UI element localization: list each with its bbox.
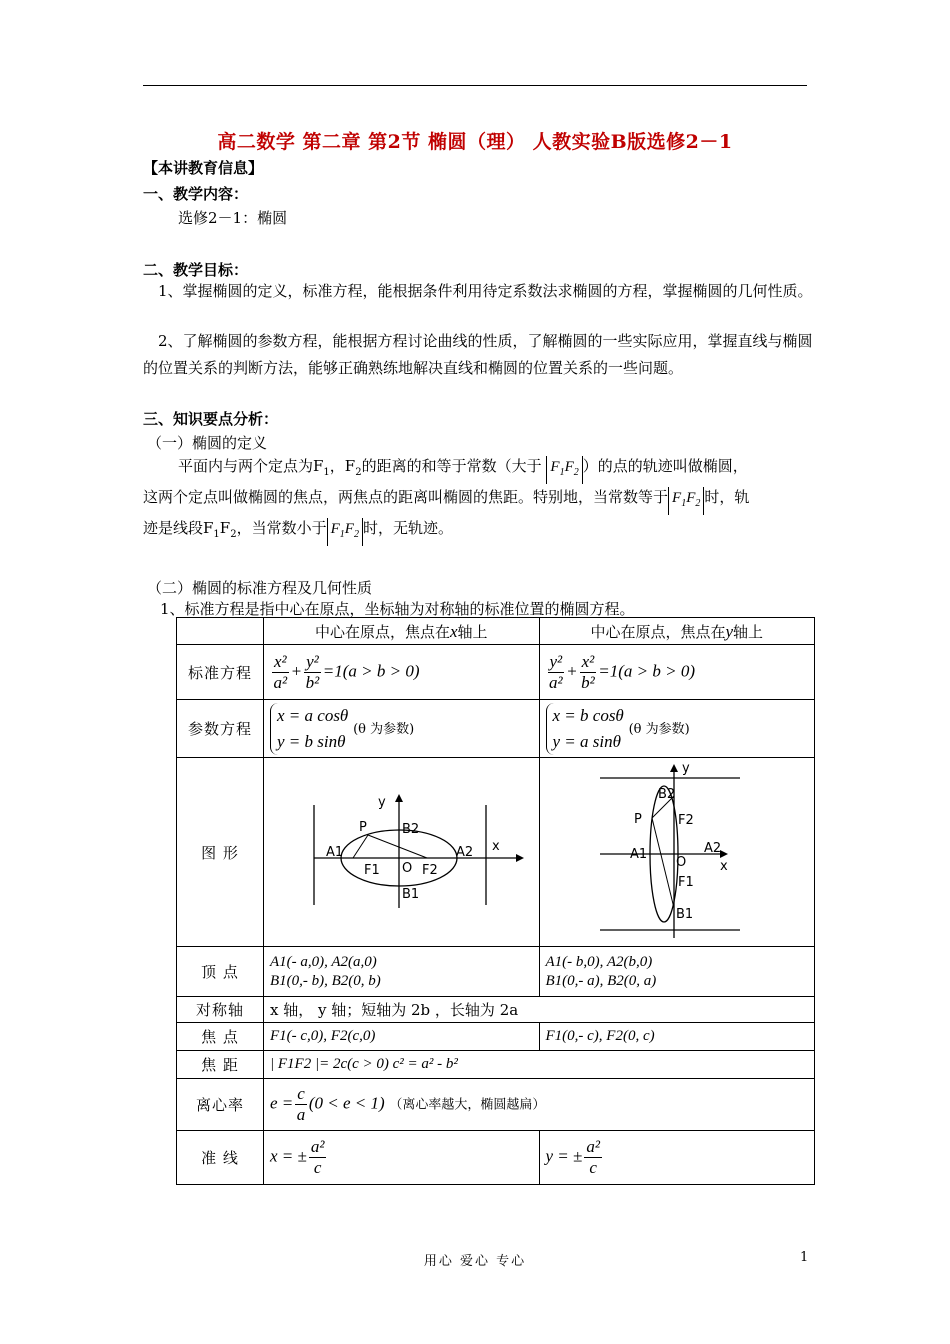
g2-label-p: P [633, 812, 642, 827]
table-corner [177, 618, 264, 645]
parametric-equation-y: x = b cosθ y = a sinθ (θ 为参数) [539, 700, 815, 758]
vertex-x: A1(- a,0), A2(a,0) B1(0,- b), B2(0, b) [264, 947, 540, 997]
g1-label-y: y [378, 795, 386, 810]
definition-line-2: 这两个定点叫做椭圆的焦点，两焦点的距离叫椭圆的焦距。特别地，当常数等于 $F_1F_2$ 时，轨 [143, 486, 749, 515]
section2-heading: 二、教学目标： [143, 261, 249, 279]
goal-2: 2、了解椭圆的参数方程，能根据方程讨论曲线的性质，了解椭圆的一些实际应用，掌握直线与椭圆的位置关系的判断方法，能够正确熟练地解决直线和椭圆的位置关系的一些问题。 [143, 332, 813, 377]
g1-label-p: P [359, 820, 367, 835]
section1-heading: 一、教学内容： [143, 185, 249, 203]
vertical-ellipse-diagram [540, 758, 810, 942]
document-title: 高二数学 第二章 第2节 椭圆（理） 人教实验B版选修2－1 [217, 131, 733, 153]
page-number: 1 [800, 1250, 809, 1265]
page-footer: 用心 爱心 专心 [423, 1254, 527, 1269]
focal-length-text: | F1F2 |= 2c(c > 0) c² = a² - b² [264, 1051, 815, 1079]
g2-label-y: y [681, 761, 690, 776]
horizontal-ellipse-diagram [264, 758, 534, 942]
row-label-vertex: 顶 点 [177, 947, 264, 997]
eccentricity-cell: e = $\frac{c}{a}$ (0 < e < 1) （离心率越大，椭圆越扁） [264, 1079, 815, 1131]
row-label-focal-length: 焦 距 [177, 1051, 264, 1079]
focus-x: F1(- c,0), F2(c,0) [264, 1023, 540, 1051]
g1-label-x: x [492, 839, 500, 854]
goal-1: 1、掌握椭圆的定义，标准方程，能根据条件利用待定系数法求椭圆的方程，掌握椭圆的几何性质。 [158, 282, 813, 300]
row-label-standard-equation: 标准方程 [177, 645, 264, 700]
row-label-graph: 图 形 [177, 758, 264, 947]
directrix-x: x = ± $\frac{\text{a²}}{c}$ [264, 1131, 540, 1185]
g1-label-a2: A2 [456, 845, 474, 860]
subsection-standard-equation: （二）椭圆的标准方程及几何性质 [147, 579, 373, 597]
g2-label-o: O [675, 855, 686, 870]
definition-line-3: 迹是线段$F_1F_2$，当常数小于 $F_1F_2$ 时，无轨迹。 [143, 517, 453, 546]
section3-heading: 三、知识要点分析： [143, 410, 279, 428]
g2-label-a1: A1 [629, 847, 647, 862]
header-rule [143, 85, 807, 86]
header-x-axis: 中心在原点，焦点在x轴上 [264, 618, 540, 645]
subsection-definition: （一）椭圆的定义 [147, 434, 268, 452]
row-label-directrix: 准 线 [177, 1131, 264, 1185]
section1-text: 选修2－1：椭圆 [178, 209, 288, 227]
row-label-parametric-equation: 参数方程 [177, 700, 264, 758]
g1-label-o: O [402, 861, 413, 876]
g2-label-x: x [719, 859, 728, 874]
row-label-focus: 焦 点 [177, 1023, 264, 1051]
row-label-symmetry: 对称轴 [177, 997, 264, 1023]
symmetry-axis-text: x 轴， y 轴；短轴为 2b ，长轴为 2a [264, 997, 815, 1023]
directrix-y: y = ± $\frac{\text{a²}}{c}$ [539, 1131, 815, 1185]
parametric-equation-x: x = a cosθ y = b sinθ (θ 为参数) [264, 700, 540, 758]
g2-label-b2: B2 [657, 787, 675, 802]
header-y-axis: 中心在原点，焦点在y轴上 [539, 618, 815, 645]
g2-label-b1: B1 [675, 907, 693, 922]
standard-equation-x: $\frac{\text{x²}}{\text{a²}}$ + $\frac{\text{y²}}{\text{b²}}$ =1(a > b > 0) [264, 645, 540, 700]
vertex-y: A1(- b,0), A2(b,0) B1(0,- a), B2(0, a) [539, 947, 815, 997]
ellipse-properties-table [176, 617, 815, 1185]
g2-label-a2: A2 [703, 841, 721, 856]
g1-label-f1: F1 [364, 863, 380, 878]
row-label-eccentricity: 离心率 [177, 1079, 264, 1131]
g2-label-f1: F1 [677, 875, 694, 890]
g1-label-a1: A1 [326, 845, 344, 860]
g1-label-f2: F2 [422, 863, 438, 878]
g2-label-f2: F2 [677, 813, 694, 828]
standard-equation-y: $\frac{\text{y²}}{\text{a²}}$ + $\frac{\text{x²}}{\text{b²}}$ =1(a > b > 0) [539, 645, 815, 700]
info-header: 【本讲教育信息】 [143, 159, 264, 177]
g1-label-b1: B1 [402, 887, 420, 902]
graph-y-axis-ellipse [539, 758, 815, 947]
definition-line-1: 平面内与两个定点为$F_1$，$F_2$的距离的和等于常数（大于 $F_1F_2$ ）的点的轨迹叫做椭圆， [178, 455, 748, 484]
g1-label-b2: B2 [402, 822, 420, 837]
focus-y: F1(0,- c), F2(0, c) [539, 1023, 815, 1051]
graph-x-axis-ellipse [264, 758, 540, 947]
item-1: 1、标准方程是指中心在原点，坐标轴为对称轴的标准位置的椭圆方程。 [160, 600, 635, 618]
